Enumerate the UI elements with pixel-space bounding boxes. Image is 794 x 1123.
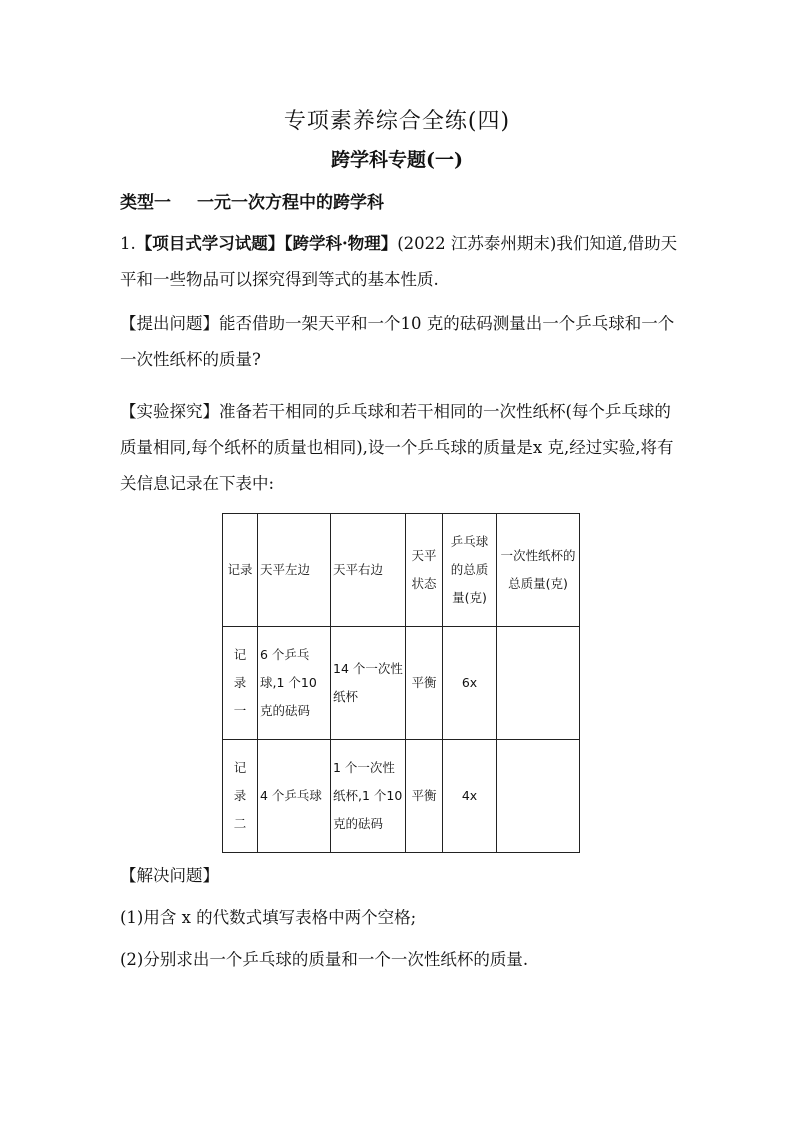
problem-paragraph: 【提出问题】能否借助一架天平和一个10 克的砝码测量出一个乒乓球和一个一次性纸杯的质量? — [120, 314, 675, 369]
question-tag-project: 【项目式学习试题】 — [135, 234, 285, 253]
header-record: 记录 — [223, 514, 258, 627]
header-cup-mass: 一次性纸杯的总质量(克) — [497, 514, 580, 627]
experiment-paragraph: 【实验探究】准备若干相同的乒乓球和若干相同的一次性纸杯(每个乒乓球的质量相同,每个纸杯的质量也相同),设一个乒乓球的质量是x 克,经过实验,将有关信息记录在下表中: — [120, 402, 674, 493]
question-source: (2022 江苏泰州期末) — [397, 234, 557, 253]
question-tag-physics: 【跨学科·物理】 — [284, 234, 398, 253]
table-row — [223, 627, 580, 740]
header-state: 天平状态 — [406, 514, 443, 627]
record-table — [222, 513, 580, 853]
section-text: 一元一次方程中的跨学科 — [197, 193, 384, 213]
cup-mass-blank-cell — [497, 740, 580, 853]
record-label: 记录一 — [233, 647, 247, 718]
page-subtitle: 跨学科专题(一) — [331, 149, 463, 171]
left-pan-cell: 6 个乒乓球,1 个10 克的砝码 — [258, 627, 331, 740]
left-pan-cell: 4 个乒乓球 — [258, 740, 331, 853]
header-ball-mass: 乒乓球的总质量(克) — [443, 514, 497, 627]
section-heading — [120, 188, 384, 213]
page-title: 专项素养综合全练(四) — [283, 109, 511, 134]
ball-mass-cell: 4x — [443, 740, 497, 853]
table-header-row — [223, 514, 580, 627]
balance-state-cell: 平衡 — [406, 740, 443, 853]
sub-question-1: (1)用含 x 的代数式填写表格中两个空格; — [120, 908, 417, 927]
question-intro-text: 我们知道,借助天平和一些物品可以探究得到等式的基本性质. — [120, 234, 678, 289]
cup-mass-blank-cell — [497, 627, 580, 740]
header-left: 天平左边 — [258, 514, 331, 627]
header-right: 天平右边 — [331, 514, 406, 627]
right-pan-cell: 1 个一次性纸杯,1 个10 克的砝码 — [331, 740, 406, 853]
question-number: 1. — [120, 234, 136, 253]
balance-state-cell: 平衡 — [406, 627, 443, 740]
ball-mass-cell: 6x — [443, 627, 497, 740]
solve-heading: 【解决问题】 — [120, 866, 219, 885]
section-label: 类型一 — [120, 193, 171, 213]
table-row — [223, 740, 580, 853]
record-label: 记录二 — [233, 760, 247, 831]
question-intro — [120, 226, 680, 298]
sub-question-2: (2)分别求出一个乒乓球的质量和一个一次性纸杯的质量. — [120, 950, 529, 969]
right-pan-cell: 14 个一次性纸杯 — [331, 627, 406, 740]
